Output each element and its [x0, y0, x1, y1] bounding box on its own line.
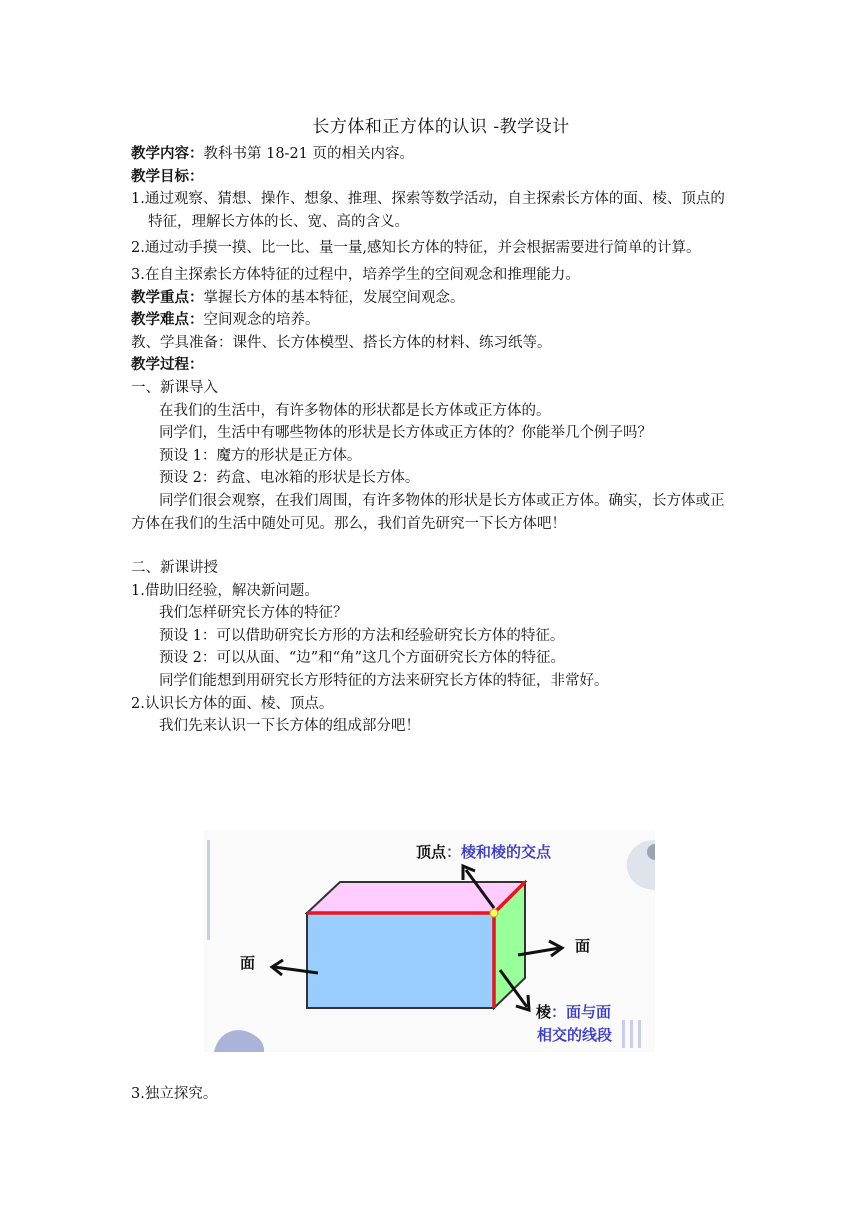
edge-description-2: 相交的线段 [537, 1026, 613, 1044]
key-point-label: 教学重点： [131, 288, 204, 306]
section1-heading: 一、新课导入 [131, 379, 218, 396]
teaching-content [131, 143, 731, 166]
section1-p3: 预设 1：魔方的形状是正方体。 [159, 447, 362, 464]
cuboid-figure [204, 830, 655, 1052]
goal-item-2: 2.通过动手摸一摸、比一比、量一量,感知长方体的特征，并会根据需要进行简单的计算。 [131, 240, 701, 257]
goal-item-3: 3.在自主探索长方体特征的过程中，培养学生的空间观念和推理能力。 [131, 266, 580, 283]
difficulty-label: 教学难点： [131, 311, 204, 329]
section2-heading: 二、新课讲授 [131, 560, 218, 577]
section2-sub1: 1.借助旧经验，解决新问题。 [131, 582, 319, 599]
section2-answer3: 同学们能想到用研究长方形特征的方法来研究长方体的特征，非常好。 [159, 673, 609, 690]
cuboid-front-face [307, 913, 494, 1008]
edge-annotation [536, 1001, 611, 1022]
key-point-text: 掌握长方体的基本特征，发展空间观念。 [203, 289, 465, 306]
content-label: 教学内容： [131, 145, 204, 162]
difficulty [131, 309, 731, 332]
section2-answer2: 预设 2：可以从面、“边”和“角”这几个方面研究长方体的特征。 [159, 650, 565, 667]
vertex-annotation [416, 841, 551, 862]
section2-answer1: 预设 1：可以借助研究长方形的方法和经验研究长方体的特征。 [159, 627, 565, 644]
section3-sub3: 3.独立探究。 [131, 1086, 218, 1102]
section1-p4: 预设 2：药盒、电冰箱的形状是长方体。 [159, 470, 420, 487]
face-label-right: 面 [575, 937, 591, 955]
edge-description-1: 面与面 [566, 1003, 612, 1021]
vertex-dot [490, 909, 498, 917]
difficulty-text: 空间观念的培养。 [203, 312, 320, 329]
edge-colon: ： [551, 1003, 567, 1021]
section1-p5: 同学们很会观察，在我们周围，有许多物体的形状是长方体或正方体。确实，长方体或正方体在我们的生活中随处可见。那么，我们首先研究一下长方体吧！ [131, 492, 725, 532]
edge-label: 棱 [536, 1003, 552, 1021]
preparation: 教、学具准备：课件、长方体模型、搭长方体的材料、练习纸等。 [131, 334, 552, 351]
goal-item-1: 1.通过观察、猜想、操作、想象、推理、探索等数学活动，自主探索长方体的面、棱、顶点的特征，理解长方体的长、宽、高的含义。 [131, 191, 725, 230]
face-label-left: 面 [240, 954, 256, 972]
vertex-label: 顶点 [416, 843, 447, 861]
section1-p1: 在我们的生活中，有许多物体的形状都是长方体或正方体的。 [159, 402, 551, 419]
process-label: 教学过程： [131, 356, 204, 374]
vertex-description: 棱和棱的交点 [461, 843, 552, 861]
content-text: 教科书第 18-21 页的相关内容。 [203, 146, 415, 162]
vertex-colon: ： [446, 843, 462, 861]
document-page [131, 112, 731, 738]
document-title: 长方体和正方体的认识 -教学设计 [312, 117, 570, 137]
section2-p: 我们先来认识一下长方体的组成部分吧！ [159, 718, 420, 735]
section2-sub2: 2.认识长方体的面、棱、顶点。 [131, 695, 334, 712]
cuboid-top-face [307, 882, 525, 913]
section2-question: 我们怎样研究长方体的特征？ [159, 605, 348, 622]
section1-p2: 同学们，生活中有哪些物体的形状是长方体或正方体的？你能举几个例子吗？ [159, 425, 652, 442]
key-point [131, 287, 731, 310]
goals-label: 教学目标： [131, 167, 204, 185]
